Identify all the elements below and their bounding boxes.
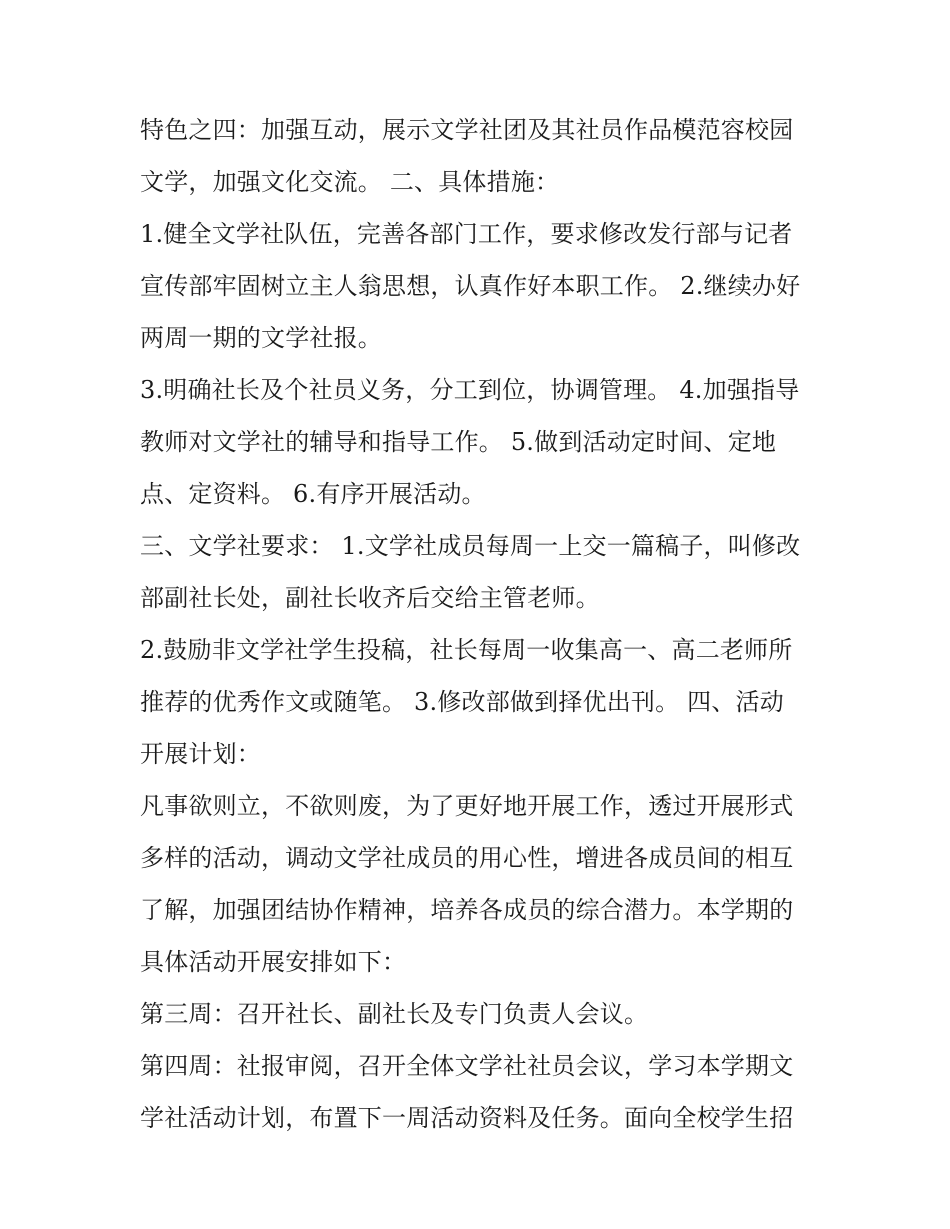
text-line: 部副社长处，副社长收齐后交给主管老师。	[140, 584, 600, 612]
document-body	[140, 104, 820, 1144]
text-line: 开展计划：	[140, 740, 261, 768]
text-line: 3.明确社长及个社员义务，分工到位，协调管理。 4.加强指导	[140, 376, 800, 404]
text-line: 1.健全文学社队伍，完善各部门工作，要求修改发行部与记者	[140, 220, 793, 248]
text-line: 教师对文学社的辅导和指导工作。 5.做到活动定时间、定地	[140, 428, 777, 456]
text-line: 宣传部牢固树立主人翁思想，认真作好本职工作。 2.继续办好	[140, 272, 801, 300]
text-line: 文学，加强文化交流。 二、具体措施：	[140, 168, 560, 196]
text-line: 特色之四：加强互动，展示文学社团及其社员作品模范容校园	[140, 116, 794, 144]
text-line: 点、定资料。 6.有序开展活动。	[140, 480, 486, 508]
text-line: 具体活动开展安排如下：	[140, 948, 407, 976]
text-line: 多样的活动，调动文学社成员的用心性，增进各成员间的相互	[140, 844, 794, 872]
text-line: 2.鼓励非文学社学生投稿，社长每周一收集高一、高二老师所	[140, 636, 793, 664]
text-line: 凡事欲则立，不欲则废，为了更好地开展工作，透过开展形式	[140, 792, 794, 820]
text-line: 了解，加强团结协作精神，培养各成员的综合潜力。本学期的	[140, 896, 794, 924]
text-line: 推荐的优秀作文或随笔。 3.修改部做到择优出刊。 四、活动	[140, 688, 784, 716]
text-line: 第四周：社报审阅，召开全体文学社社员会议，学习本学期文	[140, 1052, 794, 1080]
text-line: 第三周：召开社长、副社长及专门负责人会议。	[140, 1000, 649, 1028]
text-line: 学社活动计划，布置下一周活动资料及任务。面向全校学生招	[140, 1104, 794, 1132]
text-line: 两周一期的文学社报。	[140, 324, 382, 352]
text-line: 三、文学社要求： 1.文学社成员每周一上交一篇稿子，叫修改	[140, 532, 801, 560]
